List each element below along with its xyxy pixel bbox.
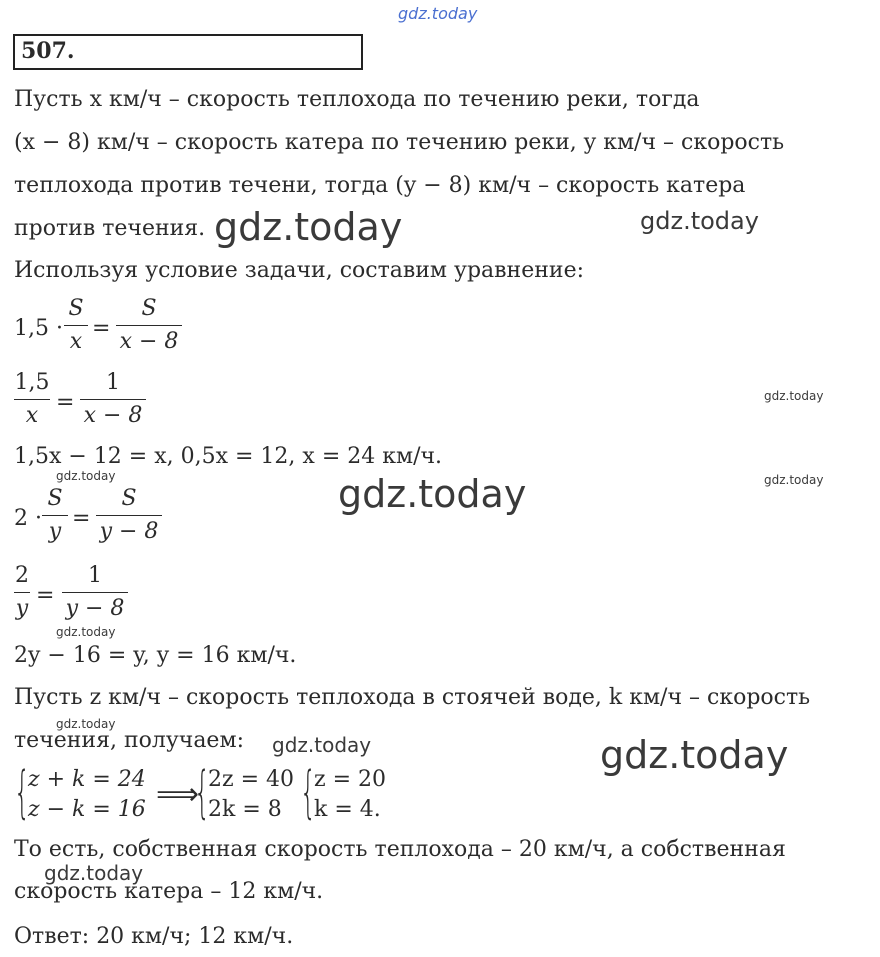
eq1-num2: S [141, 296, 157, 321]
watermark-small-5: gdz.today [56, 717, 116, 731]
watermark-small-4: gdz.today [56, 625, 116, 639]
eq3-den1: y [48, 519, 62, 544]
eq4-num1: 2 [15, 563, 29, 588]
system3-line2: k = 4. [314, 797, 381, 822]
eq1-prefix: 1,5 · [14, 316, 63, 341]
eq1-fraction-right [116, 296, 182, 355]
eq3-fraction-right [96, 486, 162, 545]
eq3-equals: = [72, 506, 91, 531]
eq2-num2: 1 [106, 370, 120, 395]
eq1-den1: x [69, 329, 83, 354]
eq1-num1: S [68, 296, 84, 321]
system3-line1: z = 20 [314, 767, 387, 792]
problem-number: 507. [21, 38, 75, 64]
watermark-medium-2: gdz.today [44, 861, 144, 885]
text-line-3: теплохода против течени, тогда (y − 8) км/ч – скорость катера [14, 173, 746, 198]
eq1-den2: x − 8 [119, 329, 179, 354]
implies-arrow: ⟹ [156, 777, 200, 812]
text-line-1: Пусть x км/ч – скорость теплохода по течению реки, тогда [14, 87, 700, 112]
eq3-num1: S [47, 486, 63, 511]
system1-line1: z + k = 24 [28, 767, 146, 792]
text-line-9: течения, получаем: [14, 728, 244, 753]
eq4-num2: 1 [88, 563, 102, 588]
eq4-fraction-left [14, 563, 30, 622]
text-line-7: 2y − 16 = y, y = 16 км/ч. [14, 643, 297, 668]
text-line-4: против течения. [14, 216, 206, 241]
eq2-fraction-left [14, 370, 50, 429]
answer-line: Ответ: 20 км/ч; 12 км/ч. [14, 924, 294, 949]
watermark-small-2: gdz.today [56, 469, 116, 483]
eq2-num1: 1,5 [14, 370, 50, 395]
eq4-fraction-right [62, 563, 128, 622]
eq2-equals: = [56, 390, 75, 415]
eq3-fraction-left [42, 486, 68, 545]
eq1-equals: = [92, 316, 111, 341]
text-line-8: Пусть z км/ч – скорость теплохода в стоячей воде, k км/ч – скорость [14, 685, 811, 710]
watermark-large-2: gdz.today [338, 472, 527, 516]
eq2-den2: x − 8 [83, 403, 143, 428]
eq2-fraction-right [80, 370, 146, 429]
watermark-top: gdz.today [398, 4, 478, 23]
problem-number-box [13, 34, 363, 70]
watermark-small-3: gdz.today [764, 473, 824, 487]
system-brace-2: { [194, 760, 211, 825]
eq4-equals: = [36, 583, 55, 608]
eq1-fraction-left [64, 296, 88, 355]
text-line-6: 1,5x − 12 = x, 0,5x = 12, x = 24 км/ч. [14, 444, 443, 469]
text-line-10: То есть, собственная скорость теплохода – 20 км/ч, а собственная [14, 837, 786, 862]
system-brace-1: { [14, 760, 31, 825]
watermark-medium-1: gdz.today [272, 733, 372, 757]
system-brace-3: { [300, 760, 317, 825]
watermark-small-1: gdz.today [764, 389, 824, 403]
watermark-large-1: gdz.today [214, 205, 403, 249]
eq4-den2: y − 8 [65, 596, 125, 621]
eq3-prefix: 2 · [14, 506, 42, 531]
eq3-num2: S [121, 486, 137, 511]
system1-line2: z − k = 16 [28, 797, 146, 822]
text-line-5: Используя условие задачи, составим уравнение: [14, 258, 585, 283]
watermark-right-1: gdz.today [640, 207, 759, 235]
text-line-2: (x − 8) км/ч – скорость катера по течению реки, y км/ч – скорость [14, 130, 785, 155]
eq2-den1: x [25, 403, 39, 428]
system2-line1: 2z = 40 [208, 767, 295, 792]
watermark-large-3: gdz.today [600, 733, 789, 777]
text-line-11: скорость катера – 12 км/ч. [14, 879, 324, 904]
system2-line2: 2k = 8 [208, 797, 282, 822]
eq4-den1: y [15, 596, 29, 621]
eq3-den2: y − 8 [99, 519, 159, 544]
